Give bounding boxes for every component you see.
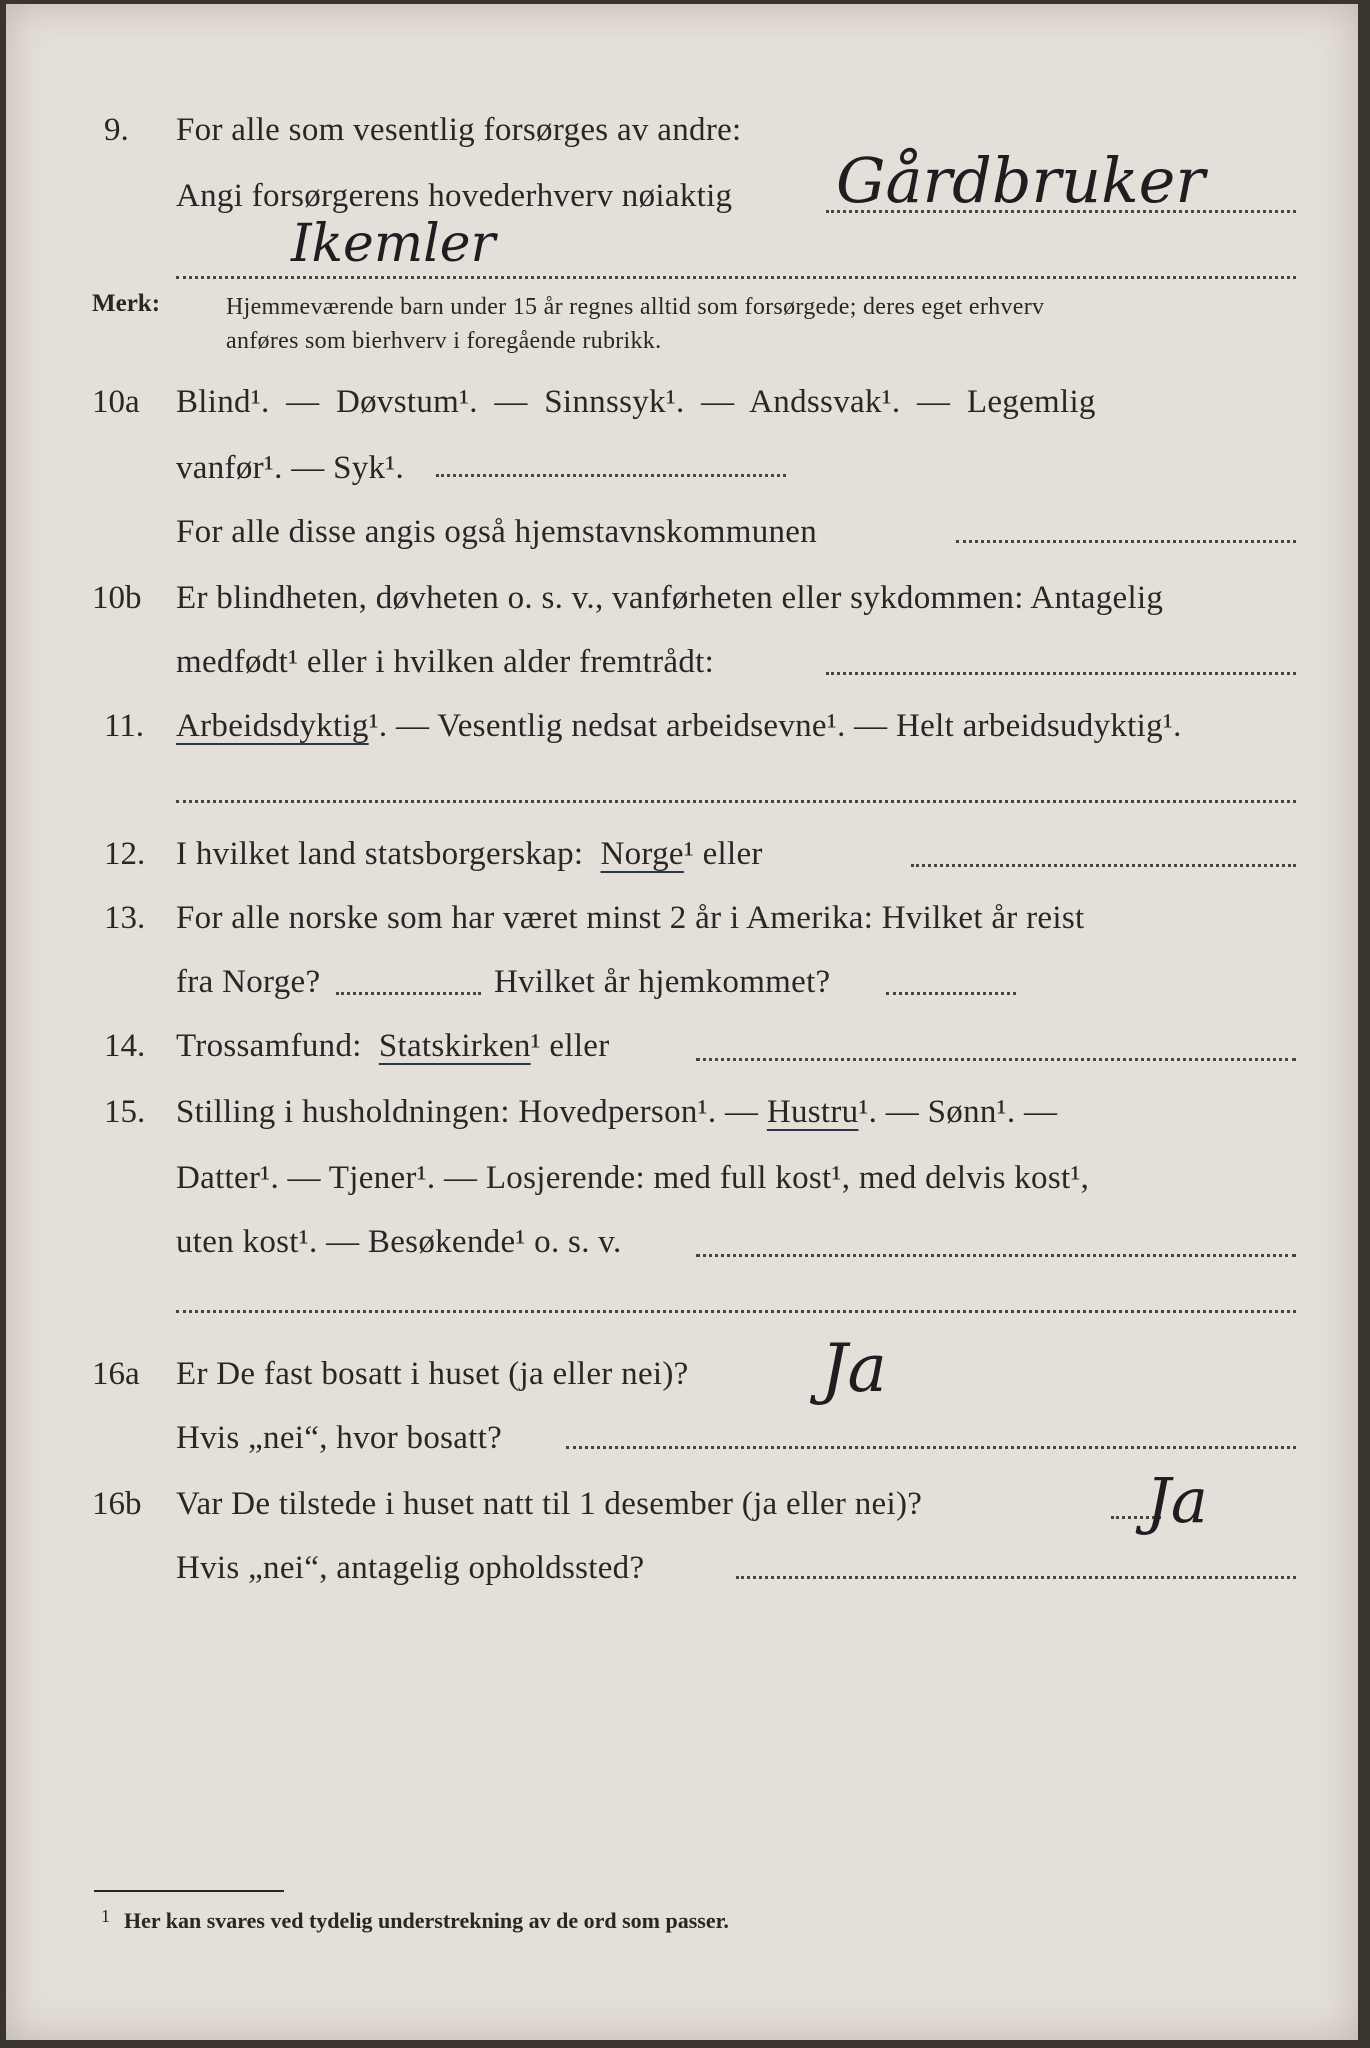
q16b-line2: Hvis „nei“, antagelig opholdssted? bbox=[176, 1550, 645, 1586]
q9-number: 9. bbox=[104, 112, 129, 148]
q10a-line2: vanfør¹. — Syk¹. bbox=[176, 450, 405, 486]
q14-answer-line bbox=[696, 1058, 1296, 1061]
q15-line1a: Stilling i husholdningen: Hovedperson¹. — bbox=[176, 1094, 759, 1130]
q13-year-return-line bbox=[886, 992, 1016, 995]
q11-answer-line bbox=[176, 800, 1296, 803]
q16a-line2: Hvis „nei“, hvor bosatt? bbox=[176, 1420, 503, 1456]
q10a-line1: Blind¹. — Døvstum¹. — Sinnssyk¹. — Andssvak¹. — Legemlig bbox=[176, 384, 1096, 420]
q11-number: 11. bbox=[104, 708, 145, 744]
q15-underlined-choice: Hustru bbox=[766, 1094, 859, 1130]
q14-underlined-choice: Statskirken bbox=[378, 1028, 531, 1064]
q15-line1 bbox=[176, 1094, 1057, 1131]
q15-extra-line bbox=[176, 1310, 1296, 1313]
q12-line bbox=[176, 836, 763, 873]
q14-number: 14. bbox=[104, 1028, 146, 1064]
q10a-answer-line bbox=[436, 474, 786, 477]
q10b-number: 10b bbox=[92, 580, 142, 616]
q16b-location-line bbox=[736, 1576, 1296, 1579]
q15-line2: Datter¹. — Tjener¹. — Losjerende: med full kost¹, med delvis kost¹, bbox=[176, 1160, 1090, 1196]
q10a-hometown-line bbox=[956, 540, 1296, 543]
q13-line1: For alle norske som har været minst 2 år i Amerika: Hvilket år reist bbox=[176, 900, 1085, 936]
q10b-answer-line bbox=[826, 672, 1296, 675]
merk-line2: anføres som bierhverv i foregående rubrikk. bbox=[226, 328, 662, 354]
census-form-page bbox=[6, 4, 1358, 2040]
q11-rest: ¹. — Vesentlig nedsat arbeidsevne¹. — Helt arbeidsudyktig¹. bbox=[368, 708, 1182, 744]
q16a-answer-line bbox=[566, 1446, 1296, 1449]
q12-rest: ¹ eller bbox=[683, 836, 763, 872]
q10b-line1: Er blindheten, døvheten o. s. v., vanførheten eller sykdommen: Antagelig bbox=[176, 580, 1164, 616]
q15-answer-line bbox=[696, 1254, 1296, 1257]
merk-line1: Hjemmeværende barn under 15 år regnes alltid som forsørgede; deres eget erhverv bbox=[226, 294, 1045, 320]
q16a-number: 16a bbox=[92, 1356, 140, 1392]
q10b-line2: medfødt¹ eller i hvilken alder fremtrådt: bbox=[176, 644, 715, 680]
q16b-number: 16b bbox=[92, 1486, 142, 1522]
q11-underlined-choice: Arbeidsdyktig bbox=[176, 708, 369, 744]
q15-number: 15. bbox=[104, 1094, 146, 1130]
q13-number: 13. bbox=[104, 900, 146, 936]
q13-line2a: fra Norge? bbox=[176, 964, 321, 1000]
q12-answer-line bbox=[911, 864, 1296, 867]
q9-handwritten-answer1: Gårdbruker bbox=[836, 144, 1205, 217]
footnote-text: Her kan svares ved tydelig understrekning av de ord som passer. bbox=[124, 1908, 729, 1933]
q11-line bbox=[176, 708, 1182, 745]
q12-text: I hvilket land statsborgerskap: bbox=[176, 836, 584, 872]
q14-text: Trossamfund: bbox=[176, 1028, 362, 1064]
q10a-line3: For alle disse angis også hjemstavnskommunen bbox=[176, 514, 818, 550]
q15-line1b: ¹. — Sønn¹. — bbox=[858, 1094, 1058, 1130]
q13-line2b: Hvilket år hjemkommet? bbox=[494, 964, 831, 1000]
q16b-line1: Var De tilstede i huset natt til 1 desember (ja eller nei)? bbox=[176, 1486, 923, 1522]
q13-year-left-line bbox=[336, 992, 481, 995]
q9-answer-line2 bbox=[176, 276, 1296, 279]
q16a-line1: Er De fast bosatt i huset (ja eller nei)? bbox=[176, 1356, 689, 1392]
q16b-handwritten-answer: Ja bbox=[1146, 1464, 1208, 1537]
q12-underlined-choice: Norge bbox=[600, 836, 684, 872]
q10a-number: 10a bbox=[92, 384, 140, 420]
q14-line bbox=[176, 1028, 610, 1065]
q14-rest: ¹ eller bbox=[530, 1028, 610, 1064]
q9-handwritten-answer2: Ikemler bbox=[291, 214, 496, 274]
footnote-mark: 1 bbox=[101, 1906, 110, 1926]
q15-line3: uten kost¹. — Besøkende¹ o. s. v. bbox=[176, 1224, 622, 1260]
footnote-rule bbox=[94, 1890, 284, 1892]
merk-label: Merk: bbox=[92, 290, 161, 317]
q9-line1: For alle som vesentlig forsørges av andre: bbox=[176, 112, 742, 148]
q9-line2: Angi forsørgerens hovederhverv nøiaktig bbox=[176, 178, 733, 214]
q16a-handwritten-answer: Ja bbox=[821, 1330, 887, 1407]
q12-number: 12. bbox=[104, 836, 146, 872]
